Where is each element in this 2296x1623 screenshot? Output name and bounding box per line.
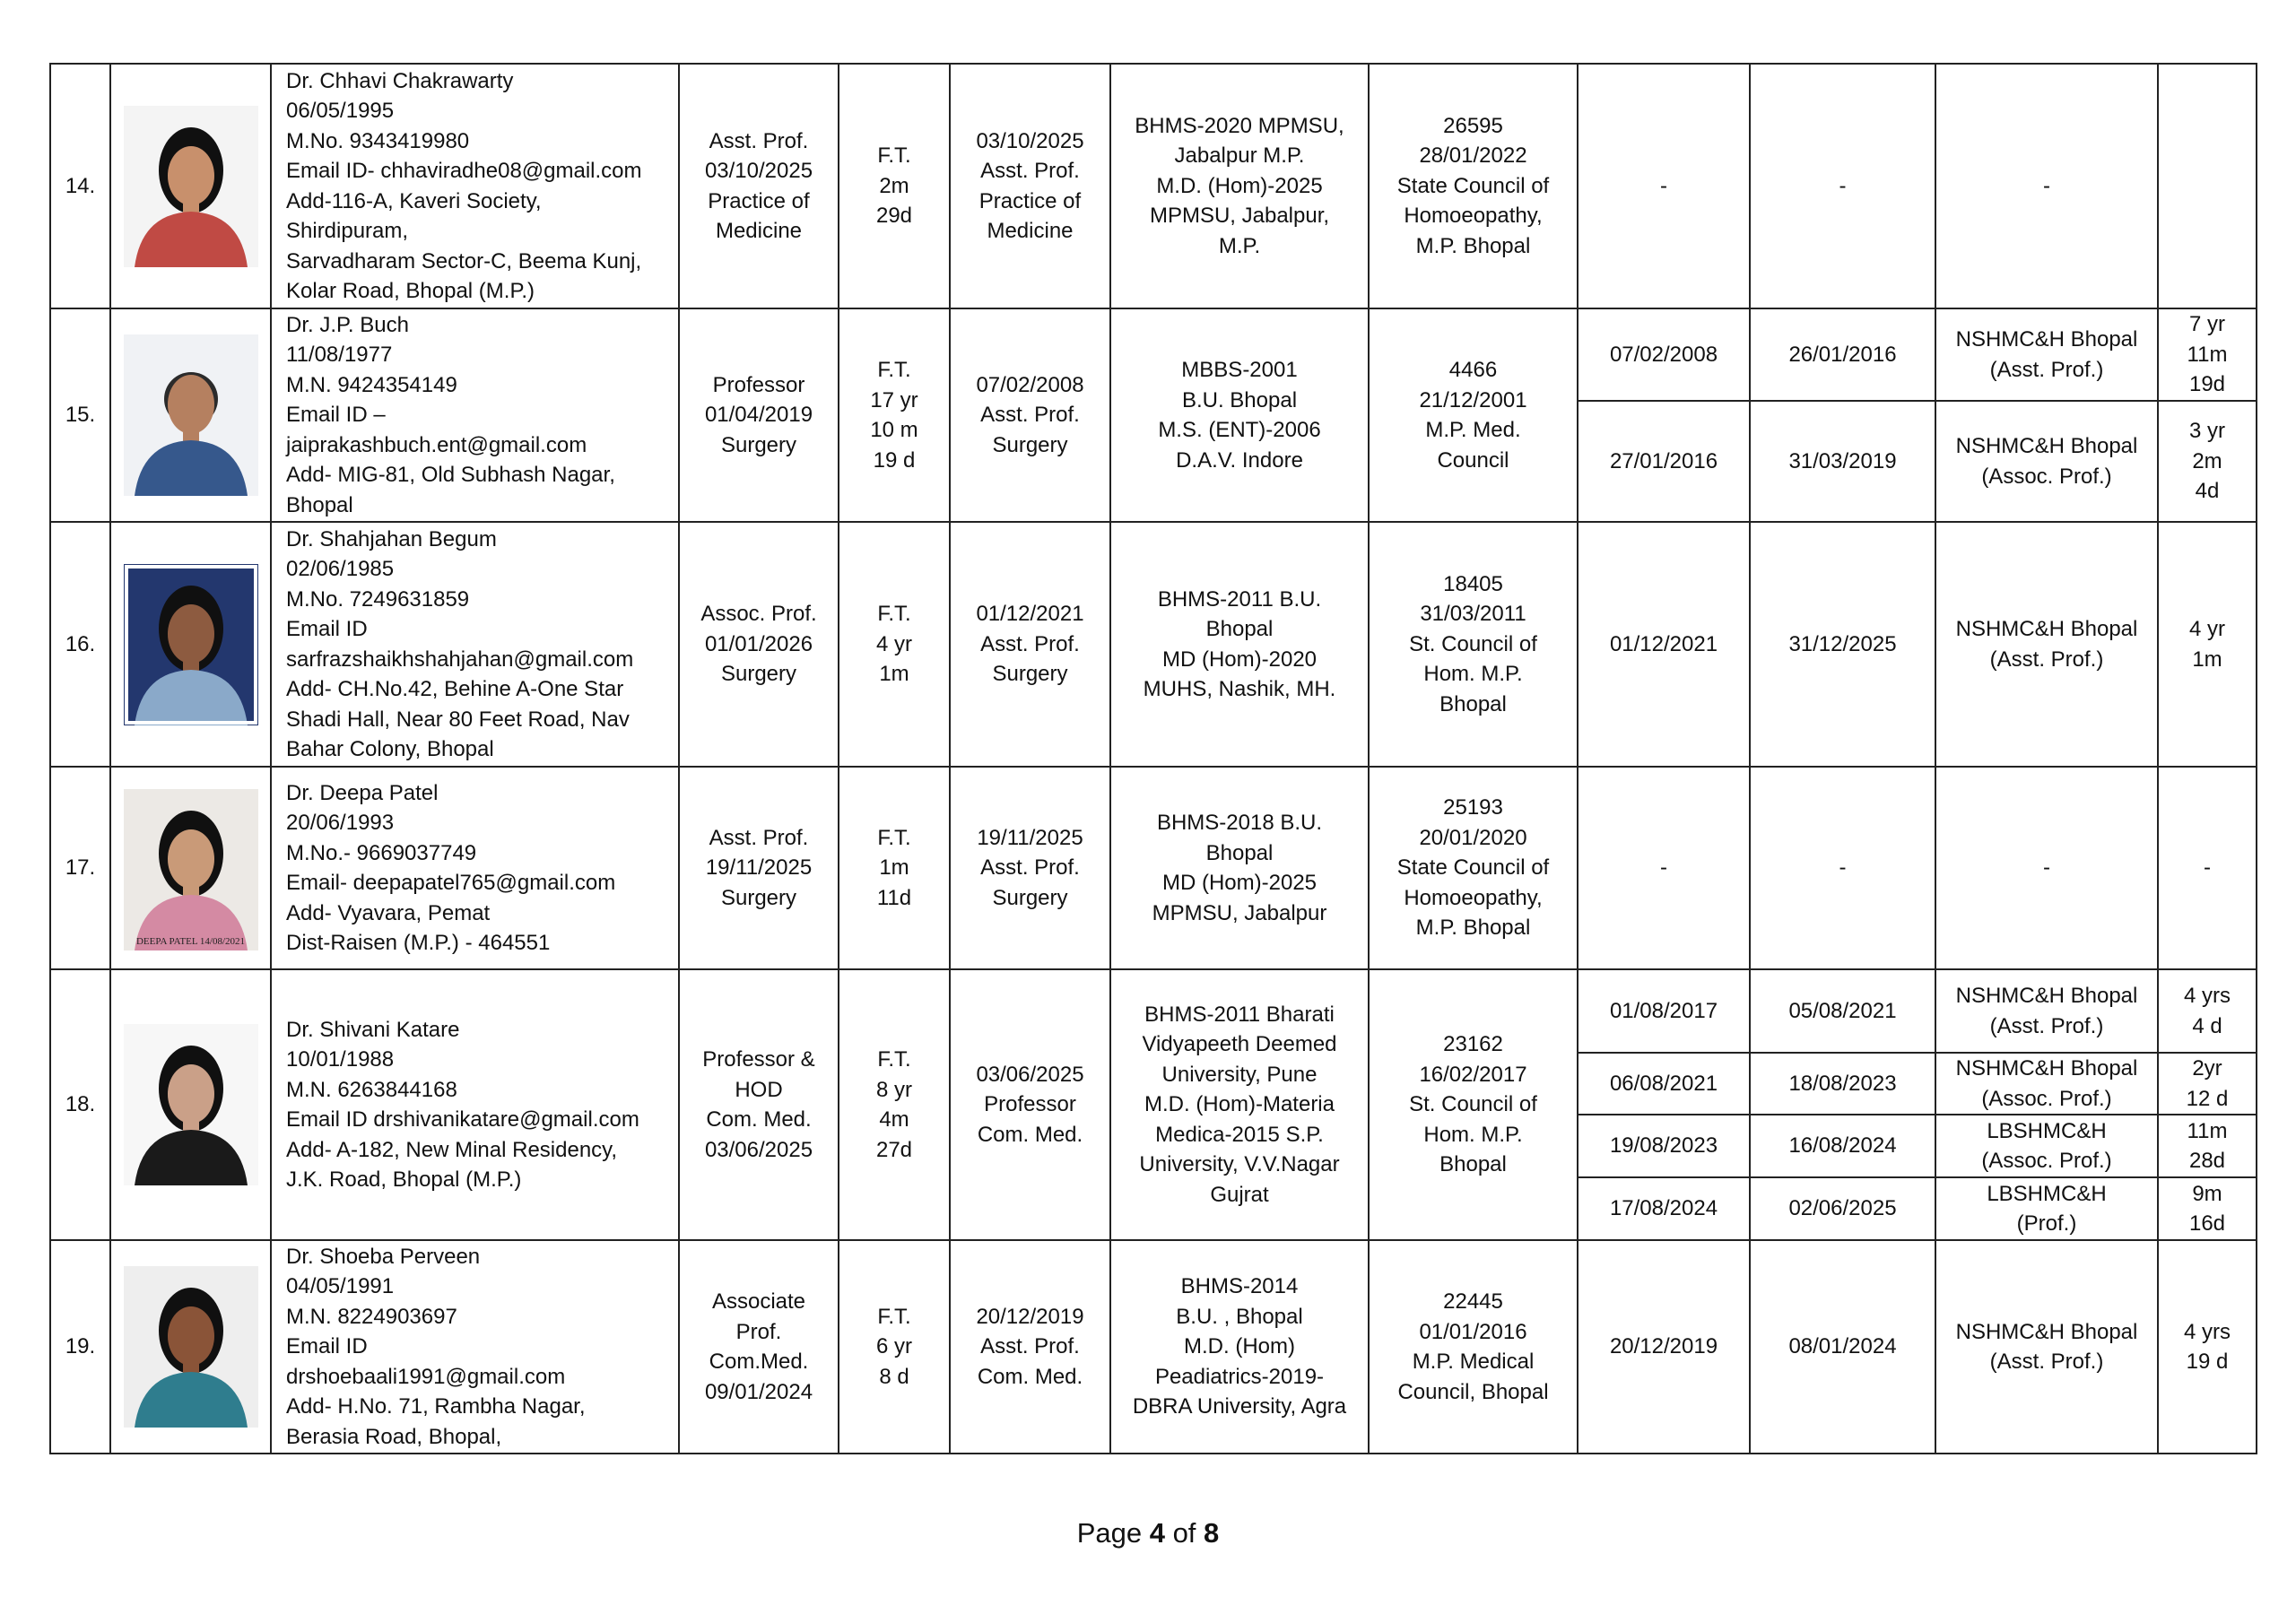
experience-total: 2yr 12 d — [2158, 1053, 2257, 1115]
photo-caption: DEEPA PATEL 14/08/2021 — [135, 935, 246, 947]
table-body — [50, 64, 2257, 1454]
qualification: MBBS-2001 B.U. Bhopal M.S. (ENT)-2006 D.A.V. Indore — [1110, 308, 1369, 522]
serial-number: 14. — [50, 64, 110, 308]
experience-institute: LBSHMC&H (Prof.) — [1935, 1177, 2158, 1240]
table-row — [50, 522, 2257, 767]
experience-from: 01/08/2017 — [1578, 969, 1750, 1053]
experience-institute: NSHMC&H Bhopal (Assoc. Prof.) — [1935, 1053, 2158, 1115]
experience-to: 31/12/2025 — [1750, 522, 1935, 767]
present-designation: Assoc. Prof. 01/01/2026 Surgery — [679, 522, 839, 767]
first-appointment: 19/11/2025 Asst. Prof. Surgery — [950, 767, 1110, 969]
experience-institute: NSHMC&H Bhopal (Asst. Prof.) — [1935, 308, 2158, 401]
photo-cell — [110, 64, 271, 308]
faculty-photo — [124, 106, 258, 267]
faculty-photo — [124, 789, 258, 950]
experience-institute: NSHMC&H Bhopal (Asst. Prof.) — [1935, 969, 2158, 1053]
experience-total: - — [2158, 767, 2257, 969]
qualification: BHMS-2014 B.U. , Bhopal M.D. (Hom) Peadiatrics-2019- DBRA University, Agra — [1110, 1240, 1369, 1454]
photo-cell — [110, 522, 271, 767]
registration: 23162 16/02/2017 St. Council of Hom. M.P. Bhopal — [1369, 969, 1578, 1240]
experience-total: 7 yr 11m 19d — [2158, 308, 2257, 401]
serial-number: 15. — [50, 308, 110, 522]
qualification: BHMS-2020 MPMSU, Jabalpur M.P. M.D. (Hom)-2025 MPMSU, Jabalpur, M.P. — [1110, 64, 1369, 308]
faculty-details: Dr. Deepa Patel 20/06/1993 M.No.- 9669037749 Email- deepapatel765@gmail.com Add- Vyavara, Pemat Dist-Raisen (M.P.) - 464551 — [271, 767, 679, 969]
faculty-details: Dr. Chhavi Chakrawarty 06/05/1995 M.No. 9343419980 Email ID- chhaviradhe08@gmail.com Add-116-A, Kaveri Society, Shirdipuram, Sarvadharam Sector-C, Beema Kunj, Kolar Road, Bhopal (M.P.) — [271, 64, 679, 308]
experience-from: - — [1578, 767, 1750, 969]
experience-institute: - — [1935, 767, 2158, 969]
first-appointment: 03/10/2025 Asst. Prof. Practice of Medicine — [950, 64, 1110, 308]
serial-number: 19. — [50, 1240, 110, 1454]
service-period: F.T. 6 yr 8 d — [839, 1240, 950, 1454]
experience-to: - — [1750, 64, 1935, 308]
qualification: BHMS-2011 Bharati Vidyapeeth Deemed University, Pune M.D. (Hom)-Materia Medica-2015 S.P. University, V.V.Nagar Gujrat — [1110, 969, 1369, 1240]
serial-number: 18. — [50, 969, 110, 1240]
page-number: 4 — [1149, 1517, 1165, 1549]
photo-cell — [110, 308, 271, 522]
serial-number: 17. — [50, 767, 110, 969]
first-appointment: 01/12/2021 Asst. Prof. Surgery — [950, 522, 1110, 767]
faculty-details: Dr. Shivani Katare 10/01/1988 M.N. 6263844168 Email ID drshivanikatare@gmail.com Add- A-182, New Minal Residency, J.K. Road, Bhopal (M.P.) — [271, 969, 679, 1240]
page-of: of — [1164, 1517, 1205, 1549]
experience-total: 3 yr 2m 4d — [2158, 401, 2257, 522]
first-appointment: 03/06/2025 Professor Com. Med. — [950, 969, 1110, 1240]
experience-total: 11m 28d — [2158, 1115, 2257, 1177]
table-row — [50, 308, 2257, 401]
experience-from: 07/02/2008 — [1578, 308, 1750, 401]
experience-from: 27/01/2016 — [1578, 401, 1750, 522]
experience-total: 4 yrs 4 d — [2158, 969, 2257, 1053]
page-prefix: Page — [1076, 1517, 1150, 1549]
first-appointment: 07/02/2008 Asst. Prof. Surgery — [950, 308, 1110, 522]
registration: 4466 21/12/2001 M.P. Med. Council — [1369, 308, 1578, 522]
experience-institute: NSHMC&H Bhopal (Assoc. Prof.) — [1935, 401, 2158, 522]
faculty-photo — [124, 1024, 258, 1185]
registration: 26595 28/01/2022 State Council of Homoeopathy, M.P. Bhopal — [1369, 64, 1578, 308]
experience-to: 05/08/2021 — [1750, 969, 1935, 1053]
service-period: F.T. 4 yr 1m — [839, 522, 950, 767]
service-period: F.T. 2m 29d — [839, 64, 950, 308]
table-row — [50, 64, 2257, 308]
first-appointment: 20/12/2019 Asst. Prof. Com. Med. — [950, 1240, 1110, 1454]
table-row — [50, 969, 2257, 1053]
experience-total: 4 yrs 19 d — [2158, 1240, 2257, 1454]
faculty-photo — [124, 334, 258, 496]
faculty-details: Dr. Shoeba Perveen 04/05/1991 M.N. 8224903697 Email ID drshoebaali1991@gmail.com Add- H.No. 71, Rambha Nagar, Berasia Road, Bhopal, — [271, 1240, 679, 1454]
registration: 18405 31/03/2011 St. Council of Hom. M.P. Bhopal — [1369, 522, 1578, 767]
experience-from: 06/08/2021 — [1578, 1053, 1750, 1115]
experience-from: - — [1578, 64, 1750, 308]
page-footer — [0, 1517, 2296, 1549]
present-designation: Associate Prof. Com.Med. 09/01/2024 — [679, 1240, 839, 1454]
service-period: F.T. 1m 11d — [839, 767, 950, 969]
faculty-details: Dr. Shahjahan Begum 02/06/1985 M.No. 7249631859 Email ID sarfrazshaikhshahjahan@gmail.com Add- CH.No.42, Behine A-One Star Shadi Hall, Near 80 Feet Road, Nav Bahar Colony, Bhopal — [271, 522, 679, 767]
photo-cell — [110, 969, 271, 1240]
experience-from: 01/12/2021 — [1578, 522, 1750, 767]
qualification: BHMS-2018 B.U. Bhopal MD (Hom)-2025 MPMSU, Jabalpur — [1110, 767, 1369, 969]
photo-cell — [110, 767, 271, 969]
experience-from: 17/08/2024 — [1578, 1177, 1750, 1240]
experience-to: 31/03/2019 — [1750, 401, 1935, 522]
experience-to: 08/01/2024 — [1750, 1240, 1935, 1454]
photo-cell — [110, 1240, 271, 1454]
experience-institute: LBSHMC&H (Assoc. Prof.) — [1935, 1115, 2158, 1177]
experience-from: 19/08/2023 — [1578, 1115, 1750, 1177]
experience-institute: NSHMC&H Bhopal (Asst. Prof.) — [1935, 522, 2158, 767]
qualification: BHMS-2011 B.U. Bhopal MD (Hom)-2020 MUHS, Nashik, MH. — [1110, 522, 1369, 767]
experience-institute: - — [1935, 64, 2158, 308]
present-designation: Professor & HOD Com. Med. 03/06/2025 — [679, 969, 839, 1240]
experience-total: 4 yr 1m — [2158, 522, 2257, 767]
faculty-photo — [124, 1266, 258, 1428]
table-row — [50, 767, 2257, 969]
experience-to: 18/08/2023 — [1750, 1053, 1935, 1115]
table-row — [50, 1240, 2257, 1454]
faculty-details: Dr. J.P. Buch 11/08/1977 M.N. 9424354149 Email ID – jaiprakashbuch.ent@gmail.com Add- MIG-81, Old Subhash Nagar, Bhopal — [271, 308, 679, 522]
experience-institute: NSHMC&H Bhopal (Asst. Prof.) — [1935, 1240, 2158, 1454]
present-designation: Asst. Prof. 03/10/2025 Practice of Medicine — [679, 64, 839, 308]
service-period: F.T. 17 yr 10 m 19 d — [839, 308, 950, 522]
present-designation: Professor 01/04/2019 Surgery — [679, 308, 839, 522]
faculty-photo — [124, 564, 258, 725]
faculty-table — [49, 63, 2257, 1454]
experience-to: - — [1750, 767, 1935, 969]
page-total: 8 — [1204, 1517, 1220, 1549]
experience-to: 26/01/2016 — [1750, 308, 1935, 401]
experience-to: 16/08/2024 — [1750, 1115, 1935, 1177]
experience-to: 02/06/2025 — [1750, 1177, 1935, 1240]
serial-number: 16. — [50, 522, 110, 767]
registration: 22445 01/01/2016 M.P. Medical Council, Bhopal — [1369, 1240, 1578, 1454]
present-designation: Asst. Prof. 19/11/2025 Surgery — [679, 767, 839, 969]
experience-total: 9m 16d — [2158, 1177, 2257, 1240]
service-period: F.T. 8 yr 4m 27d — [839, 969, 950, 1240]
registration: 25193 20/01/2020 State Council of Homoeopathy, M.P. Bhopal — [1369, 767, 1578, 969]
experience-total — [2158, 64, 2257, 308]
experience-from: 20/12/2019 — [1578, 1240, 1750, 1454]
